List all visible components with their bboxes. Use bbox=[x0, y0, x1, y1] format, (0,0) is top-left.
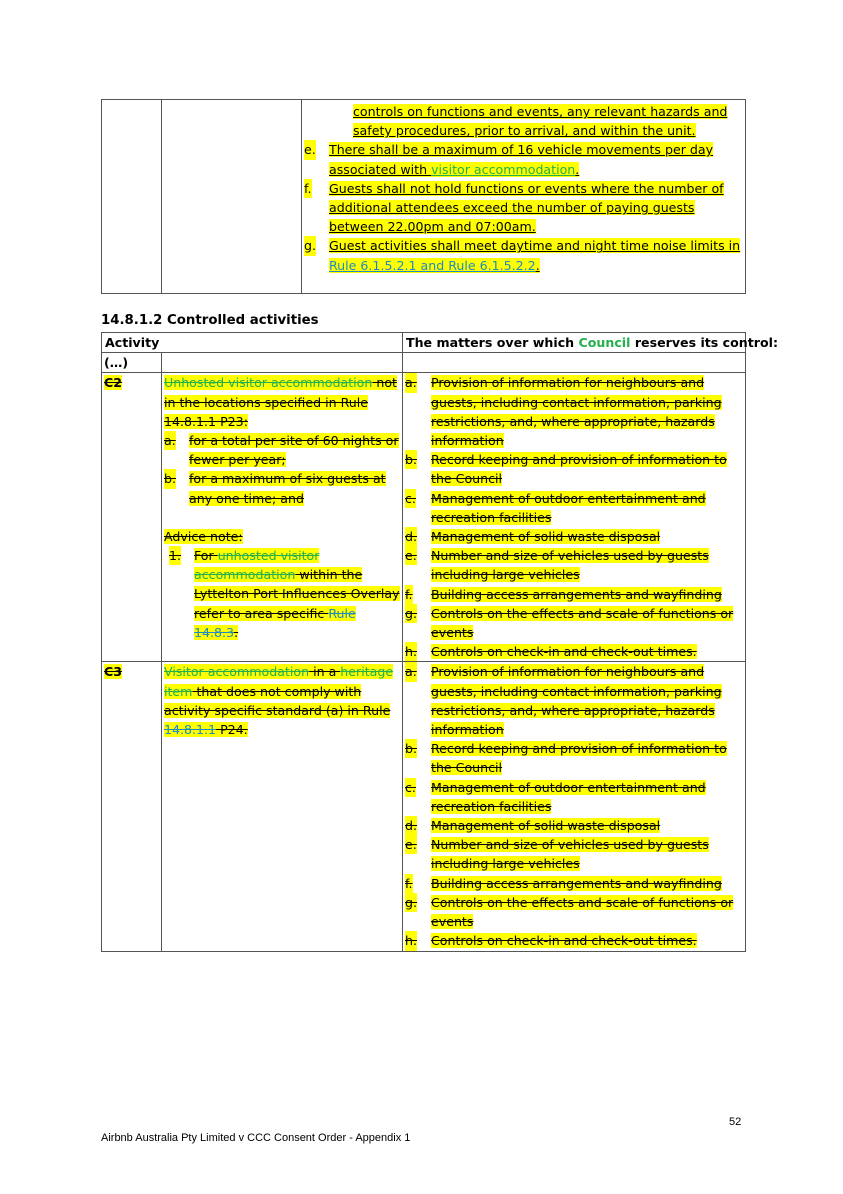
matter-marker: a. bbox=[405, 373, 417, 392]
matter-marker: a. bbox=[405, 662, 417, 681]
ellipsis-cell: (…) bbox=[102, 353, 162, 373]
matter-marker: d. bbox=[405, 816, 417, 835]
activity-description: Visitor accommodation in a heritage item that does not comply with activity specific standard (a) in Rule 14.8.1.1 P24. bbox=[162, 662, 403, 951]
matter-marker: g. bbox=[405, 893, 417, 912]
footer-text: Airbnb Australia Pty Limited v CCC Consent Order - Appendix 1 bbox=[101, 1132, 411, 1144]
matter-marker: h. bbox=[405, 642, 417, 661]
column-header-matters: The matters over which Council reserves its control: bbox=[403, 333, 746, 353]
controlled-activities-table bbox=[101, 332, 779, 952]
lead-paragraph: Unhosted visitor accommodation not in the locations specified in Rule 14.8.1.1 P23: bbox=[164, 375, 397, 429]
matter-item bbox=[405, 546, 745, 584]
matter-marker: f. bbox=[405, 585, 413, 604]
page-number: 52 bbox=[729, 1116, 742, 1128]
matter-text: Record keeping and provision of information to the Council bbox=[431, 741, 727, 776]
condition-list bbox=[164, 431, 402, 508]
matter-item bbox=[405, 835, 745, 873]
matter-text: Controls on the effects and scale of functions or events bbox=[431, 894, 734, 930]
header-row bbox=[102, 333, 746, 353]
matter-item bbox=[405, 874, 745, 893]
list-item: 1. For unhosted visitor accommodation within the Lyttelton Port Influences Overlay refer to area specific Rule 14.8.3. bbox=[169, 548, 400, 640]
continued-text: controls on functions and events, any relevant hazards and safety procedures, prior to arrival, and within the unit. bbox=[353, 104, 728, 139]
empty-cell bbox=[102, 100, 162, 294]
matter-text: Number and size of vehicles used by guests including large vehicles bbox=[431, 837, 709, 872]
activity-id: C2 bbox=[102, 373, 162, 662]
matter-text: Record keeping and provision of information to the Council bbox=[431, 452, 727, 487]
council-link[interactable]: Council bbox=[578, 335, 631, 350]
rule-link[interactable]: 14.8.1.1 bbox=[164, 722, 217, 738]
matter-text: Number and size of vehicles used by guests including large vehicles bbox=[431, 548, 709, 583]
empty-cell bbox=[162, 353, 403, 373]
matter-item bbox=[405, 585, 745, 604]
table-row-c2 bbox=[102, 373, 746, 662]
rule-link[interactable]: Rule 6.1.5.2.1 and Rule 6.1.5.2.2 bbox=[329, 257, 536, 273]
defined-term-link[interactable]: Unhosted visitor accommodation bbox=[164, 375, 373, 391]
matters-list bbox=[405, 662, 745, 950]
column-header-activity: Activity bbox=[102, 333, 403, 353]
matter-marker: b. bbox=[405, 450, 417, 469]
matter-item bbox=[405, 489, 745, 527]
matter-text: Management of outdoor entertainment and recreation facilities bbox=[431, 779, 706, 814]
matter-item bbox=[405, 931, 745, 950]
list-item: a. for a total per site of 60 nights or fewer per year; bbox=[164, 433, 399, 468]
matter-text: Building access arrangements and wayfinding bbox=[431, 875, 722, 891]
matter-text: Provision of information for neighbours and guests, including contact information, parking restrictions, and, where appropriate, hazards information bbox=[431, 375, 722, 449]
activity-id: C3 bbox=[102, 662, 162, 951]
matter-item bbox=[405, 816, 745, 835]
matter-marker: e. bbox=[405, 546, 417, 565]
matter-marker: f. bbox=[405, 874, 413, 893]
matter-marker: h. bbox=[405, 931, 417, 950]
defined-term-link[interactable]: unhosted visitor accommodation bbox=[194, 548, 320, 583]
list-item: e. There shall be a maximum of 16 vehicle movements per day associated with visitor accommodation. bbox=[304, 142, 714, 177]
matter-text: Controls on check-in and check-out times. bbox=[431, 933, 697, 949]
defined-term-link[interactable]: heritage item bbox=[164, 664, 394, 699]
matter-item bbox=[405, 893, 745, 931]
matter-item bbox=[405, 642, 745, 661]
matters-list bbox=[405, 373, 745, 661]
continued-rules-table bbox=[101, 99, 746, 294]
standards-cell bbox=[302, 100, 746, 294]
matter-text: Controls on the effects and scale of functions or events bbox=[431, 605, 734, 641]
matter-item bbox=[405, 450, 745, 488]
matter-item bbox=[405, 739, 745, 777]
advice-note-heading: Advice note: bbox=[164, 528, 243, 544]
advice-note-list bbox=[164, 546, 402, 642]
matter-text: Controls on check-in and check-out times. bbox=[431, 644, 697, 660]
matter-marker: c. bbox=[405, 489, 416, 508]
list-item: f. Guests shall not hold functions or events where the number of additional attendees exceed the number of paying guests between 22.00pm and 07:00am. bbox=[304, 180, 724, 235]
matter-text: Management of outdoor entertainment and recreation facilities bbox=[431, 490, 706, 525]
matter-item bbox=[405, 778, 745, 816]
matters-cell bbox=[403, 662, 746, 951]
matter-marker: c. bbox=[405, 778, 416, 797]
rule-link[interactable]: Rule 14.8.3 bbox=[194, 605, 356, 640]
empty-cell bbox=[162, 100, 302, 294]
list-item: b. for a maximum of six guests at any one time; and bbox=[164, 471, 386, 506]
matter-marker: g. bbox=[405, 604, 417, 623]
matters-cell bbox=[403, 373, 746, 662]
matter-item bbox=[405, 527, 745, 546]
ellipsis-row bbox=[102, 353, 746, 373]
matter-text: Building access arrangements and wayfinding bbox=[431, 586, 722, 602]
matter-text: Provision of information for neighbours and guests, including contact information, parking restrictions, and, where appropriate, hazards information bbox=[431, 664, 722, 738]
matter-item bbox=[405, 373, 745, 450]
list-item: g. Guest activities shall meet daytime and night time noise limits in Rule 6.1.5.2.1 and Rule 6.1.5.2.2. bbox=[304, 238, 741, 273]
matter-text: Management of solid waste disposal bbox=[431, 818, 661, 834]
activity-description bbox=[162, 373, 403, 662]
matter-item bbox=[405, 662, 745, 739]
empty-cell bbox=[403, 353, 746, 373]
matter-item bbox=[405, 604, 745, 642]
matter-marker: d. bbox=[405, 527, 417, 546]
standards-list bbox=[304, 140, 745, 274]
matter-marker: b. bbox=[405, 739, 417, 758]
table-row-c3 bbox=[102, 662, 746, 951]
defined-term-link[interactable]: Visitor accommodation bbox=[164, 664, 310, 680]
matter-text: Management of solid waste disposal bbox=[431, 529, 661, 545]
section-heading: 14.8.1.2 Controlled activities bbox=[101, 313, 319, 328]
defined-term-link[interactable]: visitor accommodation bbox=[431, 161, 576, 177]
matter-marker: e. bbox=[405, 835, 417, 854]
